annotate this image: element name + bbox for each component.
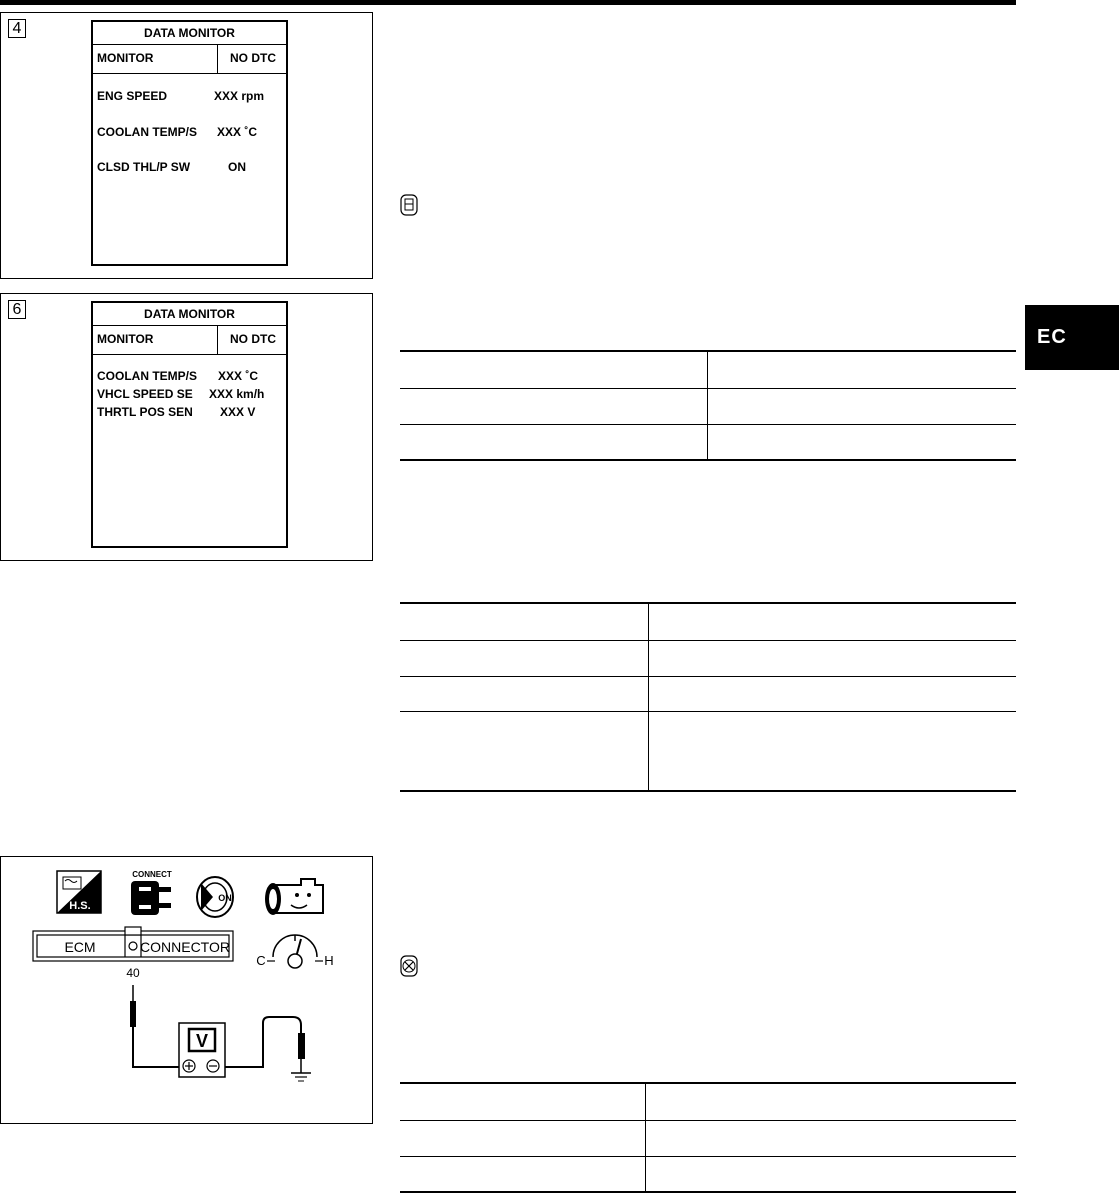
data-monitor-screen	[91, 20, 288, 266]
screen-title: DATA MONITOR	[93, 22, 286, 45]
table-3	[400, 1082, 1016, 1194]
screen-header	[93, 44, 286, 74]
figure-ecm-voltage-check	[0, 856, 373, 1124]
pin-number: 40	[126, 966, 140, 980]
consult-icon	[399, 194, 419, 216]
monitor-label: MONITOR	[97, 332, 154, 346]
monitor-item-name: ENG SPEED	[97, 89, 168, 103]
ignition-on-icon	[197, 877, 233, 917]
header-divider	[217, 325, 218, 354]
svg-text:V: V	[195, 1031, 209, 1051]
ecm-connector	[33, 927, 233, 961]
monitor-item-name: THRTL POS SEN	[97, 405, 193, 419]
temperature-gauge-icon	[256, 935, 333, 968]
monitor-item-value: XXX ˚C	[217, 125, 258, 139]
monitor-item-name: VHCL SPEED SE	[97, 387, 193, 401]
figure-data-monitor-step4	[0, 12, 373, 279]
table-2	[400, 602, 1016, 793]
section-tab-ec: EC	[1025, 305, 1119, 370]
data-monitor-screen	[91, 301, 288, 548]
screen-title: DATA MONITOR	[93, 303, 286, 326]
svg-text:C: C	[256, 953, 266, 968]
monitor-item-value: XXX km/h	[209, 387, 265, 401]
circuit-tester-icon	[399, 955, 419, 977]
monitor-item-name: CLSD THL/P SW	[97, 160, 191, 174]
hot-start-icon	[57, 871, 101, 913]
voltmeter-icon	[179, 1023, 225, 1077]
monitor-item-value: XXX rpm	[214, 89, 265, 103]
monitor-item-value: ON	[228, 160, 246, 174]
engine-running-icon	[265, 879, 323, 915]
monitor-item-value: XXX ˚C	[218, 369, 259, 383]
svg-text:H: H	[324, 953, 334, 968]
step-number: 6	[8, 300, 26, 319]
svg-text:H.S.: H.S.	[69, 900, 91, 912]
svg-text:CONNECT: CONNECT	[132, 870, 172, 879]
svg-text:CONNECTOR: CONNECTOR	[140, 939, 230, 955]
dtc-label: NO DTC	[230, 332, 276, 346]
dtc-label: NO DTC	[230, 51, 276, 65]
svg-text:ON: ON	[218, 893, 232, 903]
screen-header	[93, 325, 286, 355]
monitor-item-value: XXX V	[220, 405, 256, 419]
probe-positive	[130, 985, 179, 1067]
connect-icon	[131, 870, 172, 915]
svg-text:ECM: ECM	[64, 939, 96, 955]
header-divider	[217, 44, 218, 73]
monitor-item-name: COOLAN TEMP/S	[97, 125, 198, 139]
monitor-label: MONITOR	[97, 51, 154, 65]
wiring-diagram	[1, 857, 372, 1123]
header-rule	[0, 0, 1016, 5]
probe-negative	[225, 1017, 311, 1081]
table-1	[400, 350, 1016, 462]
step-number: 4	[8, 19, 26, 38]
monitor-item-name: COOLAN TEMP/S	[97, 369, 198, 383]
figure-data-monitor-step6	[0, 293, 373, 561]
